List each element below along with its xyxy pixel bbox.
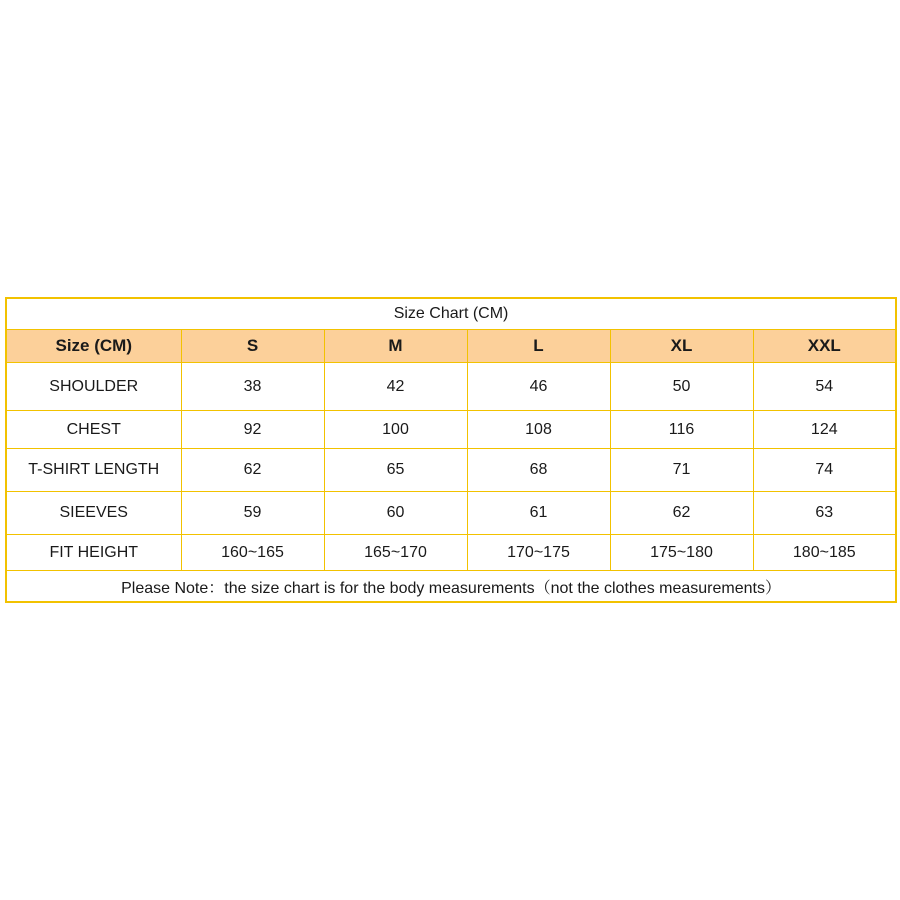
row-label: T-SHIRT LENGTH [6,449,181,492]
table-row-tshirt-length [6,449,896,492]
table-cell: 65 [324,449,467,492]
table-cell: 60 [324,492,467,535]
table-row-shoulder [6,363,896,411]
table-cell: 54 [753,363,896,411]
table-cell: 59 [181,492,324,535]
table-cell: 180~185 [753,535,896,571]
table-row-fit-height [6,535,896,571]
table-cell: 160~165 [181,535,324,571]
header-cell-l: L [467,330,610,363]
table-cell: 68 [467,449,610,492]
table-cell: 62 [610,492,753,535]
table-cell: 92 [181,411,324,449]
table-cell: 116 [610,411,753,449]
row-label: FIT HEIGHT [6,535,181,571]
row-label: SIEEVES [6,492,181,535]
header-cell-xxl: XXL [753,330,896,363]
table-row-chest [6,411,896,449]
table-cell: 74 [753,449,896,492]
table-cell: 165~170 [324,535,467,571]
table-note-row [6,571,896,603]
table-title-row [6,298,896,330]
table-cell: 100 [324,411,467,449]
size-note: Please Note：the size chart is for the body measurements（not the clothes measurements） [6,571,896,603]
table-cell: 108 [467,411,610,449]
table-cell: 62 [181,449,324,492]
row-label: CHEST [6,411,181,449]
table-cell: 38 [181,363,324,411]
header-cell-s: S [181,330,324,363]
table-cell: 61 [467,492,610,535]
table-title: Size Chart (CM) [6,298,896,330]
header-cell-xl: XL [610,330,753,363]
size-chart-table [5,297,897,603]
header-cell-m: M [324,330,467,363]
table-cell: 170~175 [467,535,610,571]
table-cell: 42 [324,363,467,411]
table-cell: 63 [753,492,896,535]
table-cell: 71 [610,449,753,492]
table-row-sleeves [6,492,896,535]
table-cell: 46 [467,363,610,411]
header-cell-size-label: Size (CM) [6,330,181,363]
table-header-row [6,330,896,363]
table-cell: 124 [753,411,896,449]
table-cell: 175~180 [610,535,753,571]
table-cell: 50 [610,363,753,411]
row-label: SHOULDER [6,363,181,411]
